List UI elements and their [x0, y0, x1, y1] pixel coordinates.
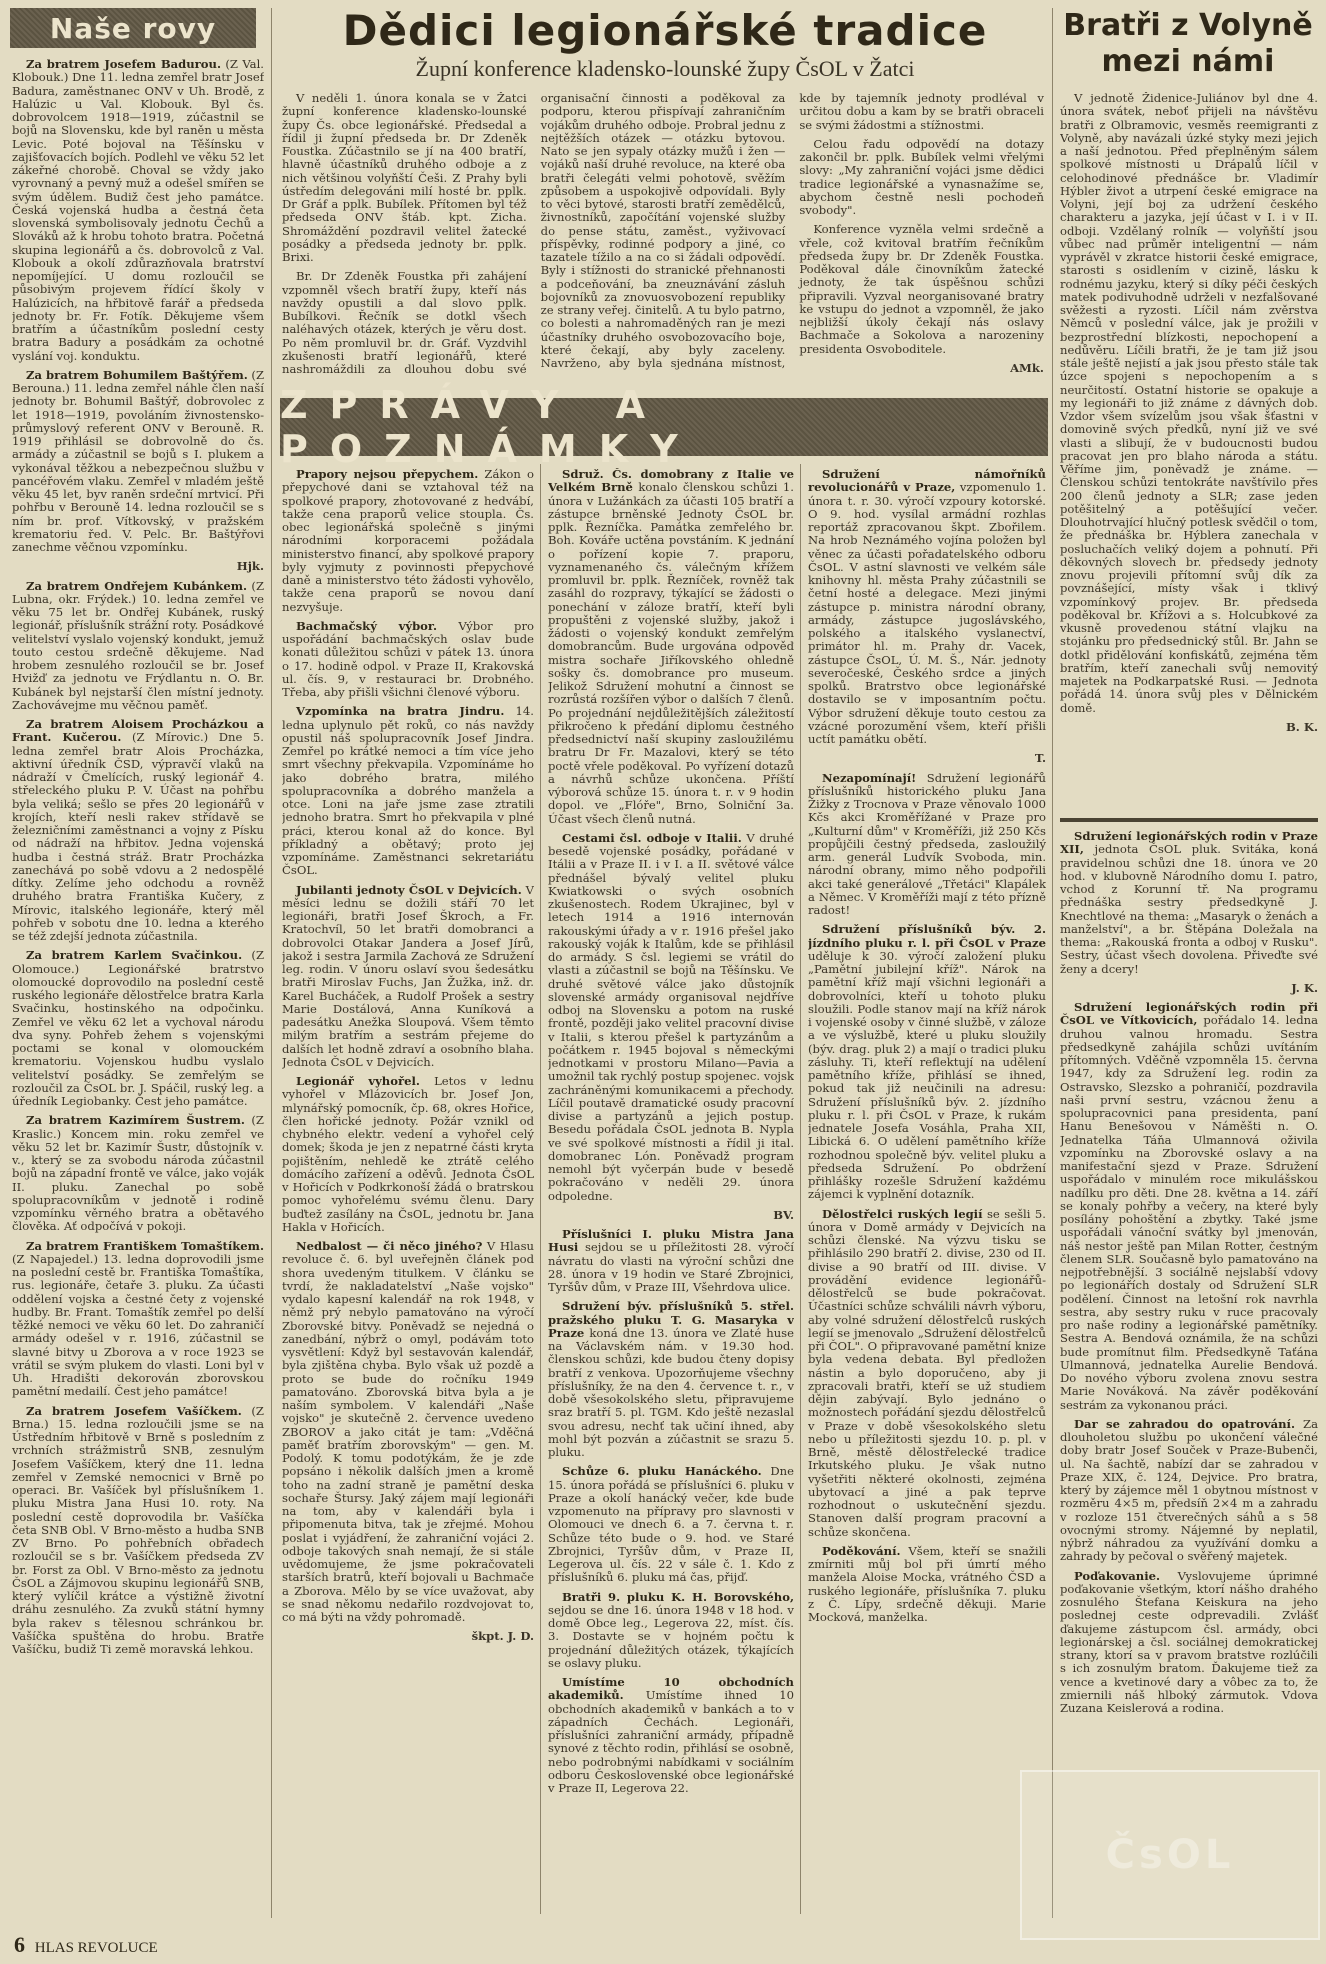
article-text: sejdou se u příležitosti 28. výročí návratu do vlasti na výroční schůzi dne 28. února v 19 hodin ve Staré Zbrojnici, Tyršův dům, v Praze III, Všehrdova ulice.: [548, 1240, 794, 1294]
column-divider: [800, 464, 801, 1914]
article-text: konalo členskou schůzi 1. února v Lužánkách za účasti 105 bratří a zástupce brněnské Jednoty ČsOL br. pplk. Řezníčka. Památka zemřelého br. Boh. Kováře uctěna povstáním. K jednání o pořízení kopie 7. praporu, vyznamenaného čs. válečným křížem promluvil br. pplk. Řezníček, rovněž tak zasáhl do rozpravy, týkající se žádosti o ponechání v záloze bratří, kteří byli propuštěni z vojenské služby, jakož i žádosti o vojenský kondukt zemřelým domobrancům. Bude urgována odpověď mistra sochaře Jiříkovského ohledně sošky čs. domobrance pro museum. Jelikož Sdružení mohutní a činnost se rozrůstá rozšířen výbor o dalších 7 členů. Po projednání nejdůležitějších záležitostí přikročeno k předání diplomu čestného předsednictví naší skupiny zasloužilému bratru Dr Fr. Mazalovi, který se této poctě vřele poděkoval. Po vyřízení dotazů a návrhů schůze ukončena. Příští výborová schůze 15. února t. r. v 9 hodin dopol. ve „Flóře", Brno, Solniční 3a. Účast všech členů nutná.: [548, 480, 794, 826]
article-item: [282, 1240, 534, 1624]
column-divider: [1052, 8, 1053, 1918]
article-text: uděluje k 30. výročí založení pluku „Pamětní jubilejní kříž". Nárok na pamětní kříž mají všichni legionáři a dobrovolníci, kteří u tohoto pluku sloužili. Podle stanov mají na kříž nárok i vojenské osoby v činné službě, v záloze a ve výslužbě, které u pluku sloužily (býv. drag. pluk 2) a mají o tradici pluku zásluhy. Ti, kteří reflektují na udělení pamětního kříže, přihlásí se ihned, pokud tak již neučinili na adresu: Sdružení příslušníků býv. 2. jízdního pluku r. l. při ČsOL v Praze, k rukám jednatele Josefa Vosáhla, Praha XII, Libická 6. O udělení pamětního kříže rozhodnou společně býv. velitel pluku a předseda Sdružení. Po obdržení přihlášky rozešle Sdružení každému zájemci k vyplnění dotazník.: [808, 948, 1046, 1202]
article-item: [282, 620, 534, 700]
article-text: (Z Mírovic.) Dne 5. ledna zemřel bratr Alois Procházka, aktivní úředník ČSD, výpravčí vlaků na nádraží v Čmelících, ruský legionář 4. střeleckého pluku P. V. Účast na pohřbu byla veliká; sešlo se přes 20 legionářů v krojích, kteří nesli rakev střídavě se železničními zaměstnanci a vojny z Písku od nádraží na hřbitov. Jedna vojenská hudba i čestná stráž. Bratr Procházka zanechává po sobě vdovu a 2 nedospělé dítky. Zelíme jeho odchodu a rovněž druhého bratra Františka Kučery, z Mírovic, italského legionáře, který měl pohřeb v sobotu dne 10. ledna a kterého se též zdejší jednota zúčastnila.: [12, 730, 264, 943]
article-item: [1060, 1001, 1318, 1412]
article-text: (Z Berouna.) 11. ledna zemřel náhle člen naší jednoty br. Bohumil Baštýř, dobrovolec z let 1918—1919, povoláním živnostensko-průmyslový referent ONV v Berouně. R. 1919 přihlásil se dobrovolně do čs. armády a zúčastnil se bojů s I. plukem a vykonával těžkou a nebezpečnou službu v pancéřovém vlaku. Zemřel v mladém ještě věku 45 let, byv raněn srdeční mrtvicí. Při pohřbu v Berouně 14. ledna rozloučil se s ním br. prof. Vítkovský, v pražském krematoriu řed. V. Pelc. Br. Baštýřovi zanechme věčnou vzpomínku.: [12, 367, 264, 554]
main-article-paragraph: V neděli 1. února konala se v Žatci župní konference kladensko-lounské župy Čs. obce legionářské. Předsedal a řídil ji župní předseda br. Dr Zdeněk Foustka. Zúčastnilo se jí na 400 bratří, hlavně účastníků druhého odboje a z nich většinou volyňští Češi. Z Prahy byli ústředím delegováni milí hosté br. pplk. Dr Gráf a pplk. Bubílek. Přítomen byl též předseda ONV štáb. kpt. Zicha. Shromáždění pozdravil velitel žatecké posádky a předseda jednoty br. pplk. Brixi.: [282, 92, 527, 264]
article-text: Všem, kteří se snažili zmírniti můj bol při úmrtí mého manžela Aloise Mocka, vrátného ČSD a ruského legionáře, příslušníka 7. pluku z Č. Lípy, srdečně děkuji. Marie Mocková, manželka.: [808, 1543, 1046, 1624]
article-lead: Příslušníci I. pluku Mistra Jana Husi: [548, 1227, 794, 1255]
article-item: [548, 1591, 794, 1671]
page-number: 6: [14, 1932, 25, 1957]
article-lead: Za bratrem Karlem Svačinkou.: [26, 948, 243, 963]
article-item: [808, 772, 1046, 918]
volyne-headline: Bratři z Volyně mezi námi: [1063, 8, 1313, 79]
volyne-article-text: V jednotě Židenice-Juliánov byl dne 4. února svátek, neboť přijeli na návštěvu bratři z Olbramovic, vesměs reemigranti z Volyně, aby navázali úzké styky mezi jejich a naší jednotou. Před přeplněným sálem spolkové místnosti u Drápalů líčil v celohodinové přednášce br. Vladimír Hýbler život a utrpení české emigrace na Volyni, její boj za udržení českého charakteru a jazyka, její účast v I. i v II. odboji. Vzdělaný rolník — volyňští jsou vůbec nad průměr inteligentní — nám vyprávěl v zkratce historii české emigrace, starosti s osidlením v cizině, lásku k rodnému jazyku, který si díky péči českých matek podivuhodně udrželi v nezfalšované svěžesti a ryzosti. Líčil nám zvěrstva Němců v poslední válce, jak je prožili v bezprostřední blízkosti, nepochopení a nedůvěru. Líčili bratři, že je tam již jsou stále ještě nejistí a jak jsou přesto stále tak úzce spojeni s nepochopením a s neurčitostí. Ostatní historie se opakuje a my legionáři to již známe z dávných dob. Vzdor všem svízelům jsou však šťastni v domovině svých předků, nyní již ve své vlasti a slibují, že v budoucnosti budou pracovat jen pro blaho národa a státu. Věříme jim, poněvadž je známe. — Členskou schůzi tentokráte navštívilo přes 200 členů jednoty a SLR; zase jeden potěšitelný a potěšující večer. Dlouhotrvající hlučný potlesk svědčil o tom, že přednáška br. Hýblera zanechala v posluchačích veliký dojem a pohnutí. Při děkovných slovech br. předsedy jednoty znovu projevili přítomní svůj dík za povznášející, místy však i tklivý vzpomínkový projev. Br. předseda poděkoval br. Křížovi a s. Holcubkové za vkusně provedenou státní vlajku na stojánku pro předsednický stůl. Br. Jahn se dotkl přidělování konfiskátů, zejména těm bratřím, kteří zanechali svůj nemovitý majetek na Podkarpatské Rusi. — Jednota pořádá 14. února svůj ples v Dělnickém domě.: [1060, 92, 1318, 715]
article-item: [12, 580, 264, 713]
obituaries-banner-text: Naše rovy: [49, 11, 217, 45]
article-item: [808, 1208, 1046, 1539]
article-signature: J. K.: [1291, 980, 1318, 995]
article-text: koná dne 13. února ve Zlaté huse na Václavském nám. v 19.30 hod. členskou schůzi, kde budou čteny dopisy bratří z venkova. Upozorňujeme všechny příslušníky, že na den 4. července t. r., v době všesokolského sletu, připravujeme sraz bratří 5. pl. TGM. Kdo ještě nezaslal svou adresu, nechť tak učiní ihned, aby mohl být pozván a zúčastnit se srazu 5. pluku.: [548, 1325, 794, 1459]
article-lead: Cestami čsl. odboje v Italii.: [562, 830, 742, 845]
article-item: [12, 58, 264, 363]
column-divider: [540, 464, 541, 1914]
publication-name: HLAS REVOLUCE: [34, 1940, 158, 1956]
news-column-1: [282, 468, 534, 1918]
article-item: [548, 832, 794, 1203]
article-text: (Z Lubna, okr. Frýdek.) 10. ledna zemřel ve věku 75 let br. Ondřej Kubánek, ruský legionář, příslušník strážní roty. Posádkové velitelství vyslalo vojenský kondukt, jemuž touto cestou srdečně děkujeme. Nad hrobem zesnulého rozloučil se br. Josef Hvižď za jednotu ve Frýdlantu n. O. Br. Kubánek byl nejstarší člen místní jednoty. Zachovávejme mu věčnou paměť.: [12, 578, 264, 712]
article-item: [12, 718, 264, 943]
article-text: Výbor pro uspořádání bachmačských oslav bude konati důležitou schůzi v pátek 13. února o 17. hodině odpol. v Praze II, Krakovská ul. čís. 9, v restauraci br. Drobného. Třeba, aby přišli všichni členové výboru.: [282, 618, 534, 699]
article-lead: Sdružení býv. příslušníků 5. střel. pražského pluku T. G. Masaryka v Praze: [548, 1299, 794, 1340]
article-text: Letos v lednu vyhořel v Mlázovicích br. Josef Jon, mlynářský pomocník, čp. 68, okres Hořice, člen hořické jednoty. Požár vznikl od chybného elektr. vedení a vyhořel celý domek; škoda je jen z nepatrné části kryta pojištěním, nehledě ke ztrátě celého domácího zařízení a oděvů. Jednota ČsOL v Hořicích v Podkrkonoší žádá o bratrskou pomoc vyhořelému svému členu. Dary buďtež zasílány na ČsOL, jednotu br. Jana Hakla v Hořicích.: [282, 1074, 534, 1234]
article-lead: Za bratrem Kazimírem Šustrem.: [26, 1113, 245, 1128]
article-text: (Z Val. Klobouk.) Dne 11. ledna zemřel bratr Josef Badura, zaměstnanec ONV v Uh. Brodě, z Halúzic u Val. Klobouk. Byl čs. dobrovolcem 1918—1919, zúčastnil se bojů na Slovensku, kde byl raněn u města Levic. Poté bojoval na Těšínsku v zajišťovacích bojích. Podlehl ve věku 52 let zákeřné chorobě. Choval se vždy jako vyrovnaný a pevný muž a odešel smířen se svým údělem. Budiž čest jeho památce. Česká vojenská hudba a čestná četa slovenská symbolisovaly jednotu Čechů a Slováků až k hrobu tohoto bratra. Početná skupina legionářů a čs. dobrovolců z Val. Klobouk a okolí zdůrazňovala bratrství nepomíjející. U domu rozloučil se působivým projevem řídící školy v Halúzicích, na hřbitově farář a předseda jednoty br. Fr. Fotík. Děkujeme všem bratřím a účastníkům poslední cesty bratra Badury a posádkám za ochotné vyslání voj. konduktu.: [12, 58, 264, 363]
article-signature: BV.: [773, 1207, 794, 1222]
article-item: [1060, 1418, 1318, 1564]
article-lead: Umístíme 10 obchodních akademiků.: [548, 1675, 794, 1703]
article-item: [12, 949, 264, 1108]
article-lead: Sdruž. Čs. domobrany z Italie ve Velkém Brně: [548, 468, 794, 495]
column-divider: [271, 8, 272, 1918]
article-text: (Z Napajedel.) 13. ledna doprovodili jsme na poslední cestě br. Františka Tomaštíka, rus. legionáře, četaře 3. pluku. Za účasti oddělení vojska a čestné čety z vojenské hudby. Br. Frant. Tomaštík zemřel po delší těžké nemoci ve věku 60 let. Do zahraničí armády odešel v r. 1916, zúčastnil se slavné bitvy u Zborova a v roce 1923 se vrátil se svým plukem do vlasti. Loni byl v Uh. Hradišti dekorován zborovskou pamětní medailí. Čest jeho památce!: [12, 1251, 264, 1399]
article-lead: Za bratrem Františkem Tomaštíkem.: [26, 1238, 264, 1253]
article-signature: Hjk.: [236, 559, 264, 574]
article-text: sejdou se dne 16. února 1948 v 18 hod. v domě Obce leg., Legerova 22, míst. čís. 3. Dostavte se v hojném počtu k projednání důležitých otázek, týkajících se oslavy pluku.: [548, 1602, 794, 1670]
article-lead: Sdružení námořníků revolucionářů v Praze,: [808, 468, 1046, 495]
article-item: [808, 1545, 1046, 1625]
article-lead: Dar se zahradou do opatrování.: [1074, 1416, 1295, 1431]
article-text: 14. ledna uplynulo pět roků, co nás navždy opustil náš spolupracovník Josef Jindra. Zemřel po krátké nemoci a tím více jeho smrt všechny překvapila. Vzpomínáme ho jako dobrého bratra, milého spolupracovníka a dobrého manžela a otce. Loni na jaře jsme zase ztratili jednoho bratra. Smrt ho překvapila v plné práci, kterou konal až do konce. Byl příkladný a obětavý; proto jej vzpomínáme. Zaměstnanci sekretariátu ČsOL.: [282, 704, 534, 878]
article-item: [12, 1405, 264, 1657]
news-column-4: [1060, 830, 1318, 1920]
article-text: (Z Brna.) 15. ledna rozloučili jsme se na Ústředním hřbitově v Brně s posledním z vrchních strážmistrů SNB, zesnulým Josefem Vašíčkem, který dne 11. ledna zemřel v Zemské nemocnici v Brně po operaci. Br. Vašíček byl příslušníkem 1. pluku Mistra Jana Husi 10. roty. Na poslední cestě doprovodila br. Vašíčka četa SNB Obl. V Brno-město a hudba SNB ZV Brno. Po pohřebních obřadech rozloučil se s br. Vašíčkem předseda ZV br. Forst za Obl. V Brno-město za jednotu ČsOL a Zájmovou skupinu legionářů SNB, který vylíčil krátce a výstižně životní dráhu zesnulého. Za zvuků státní hymny byla rakev s tělesnou schránkou br. Vašíčka spuštěna do hrobu. Bratře Vašíčku, budiž Ti země moravská lehkou.: [12, 1403, 264, 1656]
article-item: [12, 1114, 264, 1233]
article-text: V Hlasu revoluce č. 6. byl uveřejněn článek pod shora uvedeným titulkem. V článku se tvrdí, že nakladatelství „Naše vojsko" vydalo kapesní kalendář na rok 1948, v němž prý nebylo pamatováno na výročí Zborovské bitvy. Poněvadž se nejedná o zanedbání, nýbrž o omyl, podávám toto vysvětlení: Když byl sestavován kalendář, byla zjištěna chyba. Bylo však už pozdě a proto se bude do ročníku 1949 pamatováno. Zborovská bitva byla a je naším symbolem. V kalendáři „Naše vojsko" je skutečně 2. července uvedeno ZBOROV a jako citát je tam: „Vděčná paměť bratřím zborovským" — gen. M. Podolý. K tomu podotýkám, že je zde popsáno i několik dalších jmen a kromě toho na zadní straně je pamětní deska sochaře Štursy. Jaký zájem mají legionáři na tom, aby v kalendáři byla i připomenuta bitva, tak je zřejmé. Mohou poslat i vyjádření, že zahraniční vojáci 2. odboje takových snah nemají, že si stále uvědomujeme, že jsme pokračovateli starších bratrů, kteří bojovali u Bachmače a Zborova. Mělo by se více uvažovat, aby se snad někomu nedařilo rozdvojovat to, co má býti na vždy pohromadě.: [282, 1239, 534, 1624]
article-text: vzpomenulo 1. února t. r. 30. výročí vzpoury kotorské. O 9. hod. vysílal armádní rozhlas reportáž zpracovanou škpt. Zbořilem. Na hrob Neznámého vojína položen byl věnec za účasti pořadatelského odboru ČsOL. V astní slavnosti ve velkém sále knihovny hl. města Prahy zúčastnili se četní hosté a delegace. Mezi jinými zástupce p. ministra národní obrany, armády, zástupce jugoslávského, polského a italského vyslanectví, primátor hl. m. Prahy dr. Vacek, zástupce ČsOL, Ú. M. Š., Nár. jednoty severočeské, Českého srdce a jiných spolků. Bratrstvo obce legionářské dostavilo se v imposantním počtu. Výbor sdružení děkuje touto cestou za vzácné porozumění všem, kteří přišli uctít památku obětí.: [808, 480, 1046, 746]
article-item: [548, 1300, 794, 1459]
article-lead: Nedbalost — či něco jiného?: [296, 1239, 483, 1253]
article-text: se sešli 5. února v Domě armády v Dejvicích na schůzi členské. Na výzvu tisku se přihlásilo 290 bratří 2. divise, 230 od II. divise a 90 bratří od III. divise. V provádění evidence legionářů-dělostřelců se bude pokračovat. Účastníci schůze schválili návrh výboru, aby volné sdružení dělostřelců ruských legií se jmenovalo „Sdružení dělostřelců při ČOL". O připravované pamětní knize byla vedena debata. Byl předložen nástin a bylo doporučeno, aby ji zpracovali bratři, kteří se už studiem dějin zabývají. Bylo jednáno o možnostech pořádání sjezdu dělostřelců v Praze v době všesokolského sletu nebo u příležitosti sjezdu 10. p. pl. v Brně, městě dělostřelecké tradice Irkutského pluku. Je však nutno vyšetřiti některé okolnosti, zejména ubytovací a jiné a pak teprve rozhodnout o uskutečnění sjezdu. Stanoven další program pracovní a schůze skončena.: [808, 1206, 1046, 1539]
article-text: Za dlouholetou službu po ukončení válečné doby bratr Josef Souček v Praze-Bubenči, ul. Na šachtě, nabízí dar se zahradou v Praze XIX, č. 124, Dejvice. Pro bratra, který by zájemce měl 1 obytnou místnost v rozměru 4×5 m, předsíň 2×4 m a zahradu v rozloze 151 čtverečných sáhů a s 58 ovocnými stromy. Nájemné by neplatil, nýbrž náhradou za využívání domku a zahrady by pečoval o svěřený majetek.: [1060, 1416, 1318, 1564]
volyne-article-signature: B. K.: [1286, 719, 1318, 734]
article-lead: Jubilanti jednoty ČsOL v Dejvicích.: [296, 882, 522, 897]
article-lead: Schůze 6. pluku Hanáckého.: [562, 1464, 762, 1479]
article-item: [282, 468, 534, 614]
main-article-paragraph: Br. Dr Zdeněk Foustka při zahájení vzpomněl všech bratří župy, kteří nás navždy opustili a dal slovo pplk. Bubílkovi. Řečník se dotkl všech naléhavých otázek, kterých je věru dost. Po něm promluvil br. dr. Gráf. Vyzdvihl zkušenosti bratří legionářů, které nashromáždili za dlouhou dobu své organisační činnosti a poděkoval za podporu, kterou přispívají zahraničním vojákům druhého odboje. Probral jednu z nejtěžších otázek — otázku bytovou. Nato se jen sypaly otázky mužů i žen — vojáků naší druhé revoluce, na které oba bratři čelegáti velmi pohotově, svěžím způsobem a uspokojivě odpovídali. Byly to věci bytové, starosti bratří zemědělců, živnostníků, započítání vojenské služby do pense státu, zaměst., vyživovací příspěvky, rodinné podpory a jiné, co tazatele tížilo a na co si žádali odpovědí. Byly i stížnosti do stranické přehnanosti a podceňování, ba zneuznávání zásluh bojovníků za znovuosvobození republiky ze strany veřej. činitelů. A tu bylo patrno, co bolesti a nahromaděných ran je mezi účastníky druhého osvobozovacího boje, které čekají, aby byly zaceleny. Navrženo, aby byla sjednána místnost, kde by tajemník jednoty prodléval v určitou dobu a kam by se bratři obraceli se svými žádostmi a stížnostmi.: [282, 92, 1044, 376]
news-section-banner-text: ZPRÁVY A POZNÁMKY: [280, 383, 700, 471]
article-text: Sdružení legionářů příslušníků historického pluku Jana Žižky z Trocnova v Praze věnovalo 1000 Kčs akci Kroměřížané v Praze pro „Kulturní dům" v Kroměříži, již 250 Kčs propůjčili čestný předseda, zasloužilý arm. generál Ludvík Svoboda, min. národní obrany, mimo něho podpořili akci také generálové „Třetáci" Klapálek a Němec. V Kroměříži mají z této přízně radost!: [808, 770, 1046, 917]
news-column-2: [548, 468, 794, 1918]
main-headline: Dědici legionářské tradice: [342, 6, 988, 55]
main-article-signature: AMk.: [1010, 360, 1044, 375]
article-lead: Sdružení příslušníků býv. 2. jízdního pluku r. l. při ČsOL v Praze: [808, 922, 1046, 950]
article-item: [548, 468, 794, 826]
obituaries-column: [12, 58, 264, 1918]
article-item: [12, 1240, 264, 1399]
article-lead: Za bratrem Bohumilem Baštýřem.: [26, 367, 248, 382]
main-article-paragraph: Konference vyzněla velmi srdečně a vřele, což kvitoval bratřím řečníkům předseda župy br. Dr Zdeněk Foustka. Poděkoval dále činovníkům žatecké jednoty, že tak úspěšnou schůzi připravili. Vyzval neorganisované bratry ke vstupu do jednot a vzpomněl, že jako nejbližší úkoly čekají nás oslavy Bachmače a Sokolova a narozeniny presidenta Osvoboditele.: [799, 222, 1044, 356]
article-signature: škpt. J. D.: [471, 1629, 534, 1644]
article-lead: Za bratrem Aloisem Procházkou a Frant. Kučerou.: [12, 717, 264, 745]
news-column-3: [808, 468, 1046, 1918]
article-text: Zákon o přepychové dani se vztahoval též na spolkové prapory, zhotovované z hedvábí, takže cena praporů velice stoupla. Čs. obec legionářská společně s jinými národními korporacemi požádala ministerstvo financí, aby spolkové prapory byly vyjmuty z povinnosti přepychové daně a ministerstvo této žádosti vyhovělo, takže cena praporů se novou daní nezvyšuje.: [282, 468, 534, 614]
article-item: [282, 884, 534, 1070]
article-text: Umístíme ihned 10 obchodních akademiků v bankách a to v západních Čechách. Legionáři, příslušníci zahraniční armády, případně synové z těchto rodin, přihlásí se osobně, nebo podrobnými nabídkami v sociálním odboru Československé obce legionářské v Praze II, Legerova 22.: [548, 1688, 794, 1795]
main-subheadline: Župní konference kladensko-lounské župy ČsOL v Žatci: [415, 56, 915, 81]
archive-watermark-stamp: ČsOL: [1020, 1770, 1320, 1940]
article-lead: Za bratrem Ondřejem Kubánkem.: [26, 578, 248, 593]
article-lead: Legionář vyhořel.: [296, 1074, 420, 1088]
article-lead: Sdružení legionářských rodin při ČsOL ve Vítkovicích,: [1060, 1000, 1318, 1028]
article-lead: Sdružení legionářských rodin v Praze XII,: [1060, 830, 1318, 857]
article-item: [808, 923, 1046, 1201]
article-signature: T.: [1034, 751, 1046, 766]
article-item: [548, 1228, 794, 1294]
article-item: [548, 1676, 794, 1795]
article-item: [282, 705, 534, 877]
page-footer: [14, 1932, 158, 1958]
article-lead: Nezapomínají!: [822, 770, 917, 785]
article-text: (Z Kraslic.) Koncem min. roku zemřel ve věku 52 let br. Kazimír Šustr, důstojník v. v., který se za svobodu národa zúčastnil bojů na západní frontě ve válce, jako voják II. pluku. Zanechal po sobě spolupracovníkům v jednotě i rodině vzpomínku věrného bratra a obětavého člověka. Ať odpočívá v pokoji.: [12, 1113, 264, 1234]
news-section-banner: [280, 383, 1048, 471]
volyne-article: [1060, 92, 1318, 812]
article-lead: Poďakovanie.: [1074, 1568, 1161, 1583]
article-lead: Vzpomínka na bratra Jindru.: [296, 704, 505, 719]
article-lead: Za bratrem Josefem Vašíčkem.: [26, 1403, 242, 1418]
article-text: jednota ČsOL pluk. Svitáka, koná pravidelnou schůzi dne 18. února ve 20 hod. v klubovně Národního domu I. patro, vchod z Korunní tř. Na programu přednáška sestry předsedkyně J. Knechtlové na thema: „Masaryk o ženách a manželství", a br. Štěpána Doležala na thema: „Rakouská fronta a odboj v Rusku". Sestry, účast všech dovolena. Přiveďte své ženy a dcery!: [1060, 842, 1318, 976]
obituaries-banner: [10, 8, 256, 48]
article-lead: Dělostřelci ruských legií: [822, 1206, 983, 1221]
article-item: [1060, 830, 1318, 976]
article-text: Dne 15. února pořádá se příslušníci 6. pluku v Praze a okolí hanácký večer, kde bude vzpomenuto na přípravy pro slavnosti v Olomouci ve dnech 6. a 7. června t. r. Schůze této bude o 9. hod. ve Staré Zbrojnici, Tyršův dům, v Praze II, Legerova ul. čís. 22 v sále č. 1. Kdo z příslušníků 6. pluku má čas, přijď.: [548, 1464, 794, 1585]
section-rule: [1060, 818, 1318, 822]
article-item: [548, 1465, 794, 1584]
article-text: V měsíci lednu se dožili stáří 70 let legionáři, bratři Josef Škroch, a Fr. Kratochvíl, 50 let bratři domobranci a dobrovolci Otakar Jandera a Josef Jírů, jakož i sestra Jarmila Zachová ze Sdružení leg. rodin. V únoru oslaví svou šedesátku bratři Miroslav Fuchs, Jan Žužka, inž. dr. Karel Bucháček, a Rudolf Prošek a sestry Marie Dostálová, Anna Kuníková a padesátku Anežka Sloupová. Všem těmto milým bratřím a sestrám přejeme do dalších let hodně zdraví a osobního blaha. Jednota ČsOL v Dejvicích.: [282, 882, 534, 1069]
main-article-paragraph: Celou řadu odpovědí na dotazy zakončil br. pplk. Bubílek velmi vřelými slovy: „My zahraniční vojáci jsme dědici tradice legionářské a vynasnažíme se, abychom čestně nesli pochodeň svobody".: [799, 136, 1044, 217]
article-text: Vyslovujeme úprimné poďakovanie všetkým, ktorí nášho drahého zosnulého Štefana Keiskura na jeho poslednej ceste odprevadili. Zvlášť ďakujeme zástupcom čsl. armády, obci legionárskej a čsl. sociálnej demokratickej strany, ktorí sa v pravom bratstve rozlúčili s ich zosnulým bratom. Ďakujeme tiež za vence a kvetinové dary a vôbec za to, že zmiernili náš hlboký zármutok. Vdova Zuzana Keislerová a rodina.: [1060, 1568, 1318, 1715]
article-lead: Bachmačský výbor.: [296, 618, 437, 633]
article-lead: Poděkování.: [822, 1543, 901, 1558]
main-article: [282, 92, 1044, 392]
article-text: (Z Olomouce.) Legionářské bratrstvo olomoucké doprovodilo na poslední cestě ruského legionáře dělostřelce bratra Karla Svačinku, hostinského na odpočinku. Zemřel ve věku 62 let a vychoval národu dva syny. Pohřeb žehem s vojenskými poctami se konal v olomouckém krematoriu. Vojenskou hudbu vyslalo velitelství posádky. Se zemřelým se rozloučil za ČsOL br. J. Spáčil, ruský leg. a úředník Legiobanky. Čest jeho památce.: [12, 948, 264, 1108]
article-text: V druhé besedě vojenské posádky, pořádané v Itálii a v Praze II. i v I. a II. světové válce přednášel bývalý velitel pluku Kwiatkowski o svých osobních zkušenostech. Rodem Ukrajinec, byl v letech 1914 a 1916 internován rakouskými úřady a v r. 1916 přešel jako rakouský voják k Italům, kde se přihlásil do armády. S čsl. legiemi se vrátil do vlasti a zúčastnil se bojů na Těšínsku. Ve druhé světové válce jako důstojník slovenské armády organisoval nejdříve odboj na Slovensku a potom na ruské frontě, později jako velitel pracovní divise v Italii, s kterou přešel k partyzánům a počátkem r. 1945 bojoval s německými jednotkami v prostoru Milano—Pavia a umožnil tak rychlý postup spojenec. vojsk zachráněnými komunikacemi a přechody. Líčil poutavě dramatické osudy pracovní divise a partyzánů a jejich postup. Besedu pořádala ČsOL jednota B. Nypla ve své spolkové místnosti a řídil ji ital. domobranec Lón. Poněvadž program nemohl být vyčerpán bude v besedě pokračováno v neděli 29. února odpoledne.: [548, 830, 794, 1203]
article-lead: Za bratrem Josefem Badurou.: [26, 58, 221, 71]
article-text: pořádalo 14. ledna druhou valnou hromadu. Sestra předsedkyně zahájila schůzi uvítáním přítomných. Vděčně vzpomněla 15. června 1947, kdy za Sdružení leg. rodin za Ostravsko, Slezsko a pohraničí, pozdravila naši první sestru, vzácnou ženu a spolupracovnici pana presidenta, paní Hanu Benešovou v Náměšti n. O. Jednatelka Táňa Ulmannová oživila vzpomínku na Zborovské oslavy a na manifestační sjezd v Praze. Sdružení uspořádalo v minulém roce mikulášskou nadílku pro děti. Dne 28. května a 14. září se konaly pohřby a večery, na které byly posílány pohoštění a zbytky. Také jsme uspořádali vánoční svátky byl jmenován, náš nestor ještě pan Milan Rotter, čestným členem SLR. Současně bylo pamatováno na nejpotřebnější. 3 sociálně nejslabší vdovy po legionářích dostaly od Sdružení SLR podělení. Činnost na letošní rok navrhla sestra, aby sestry ruku v ruce pracovaly pro naše rodiny a legionářské pamětníky. Sestra A. Bendová oznámila, že na schůzi bude promítnut film. Předsedkyně Taťána Ulmannová, jednatelka Aurelie Bendová. Do nového výboru zvolena znovu sestra Marie Nováková. Na závěr poděkování sestrám za vykonanou práci.: [1060, 1013, 1318, 1412]
article-item: [808, 468, 1046, 746]
article-lead: Prapory nejsou přepychem.: [296, 468, 479, 481]
article-item: [282, 1075, 534, 1234]
article-item: [12, 369, 264, 555]
article-item: [1060, 1570, 1318, 1716]
article-lead: Bratři 9. pluku K. H. Borovského,: [562, 1589, 794, 1604]
